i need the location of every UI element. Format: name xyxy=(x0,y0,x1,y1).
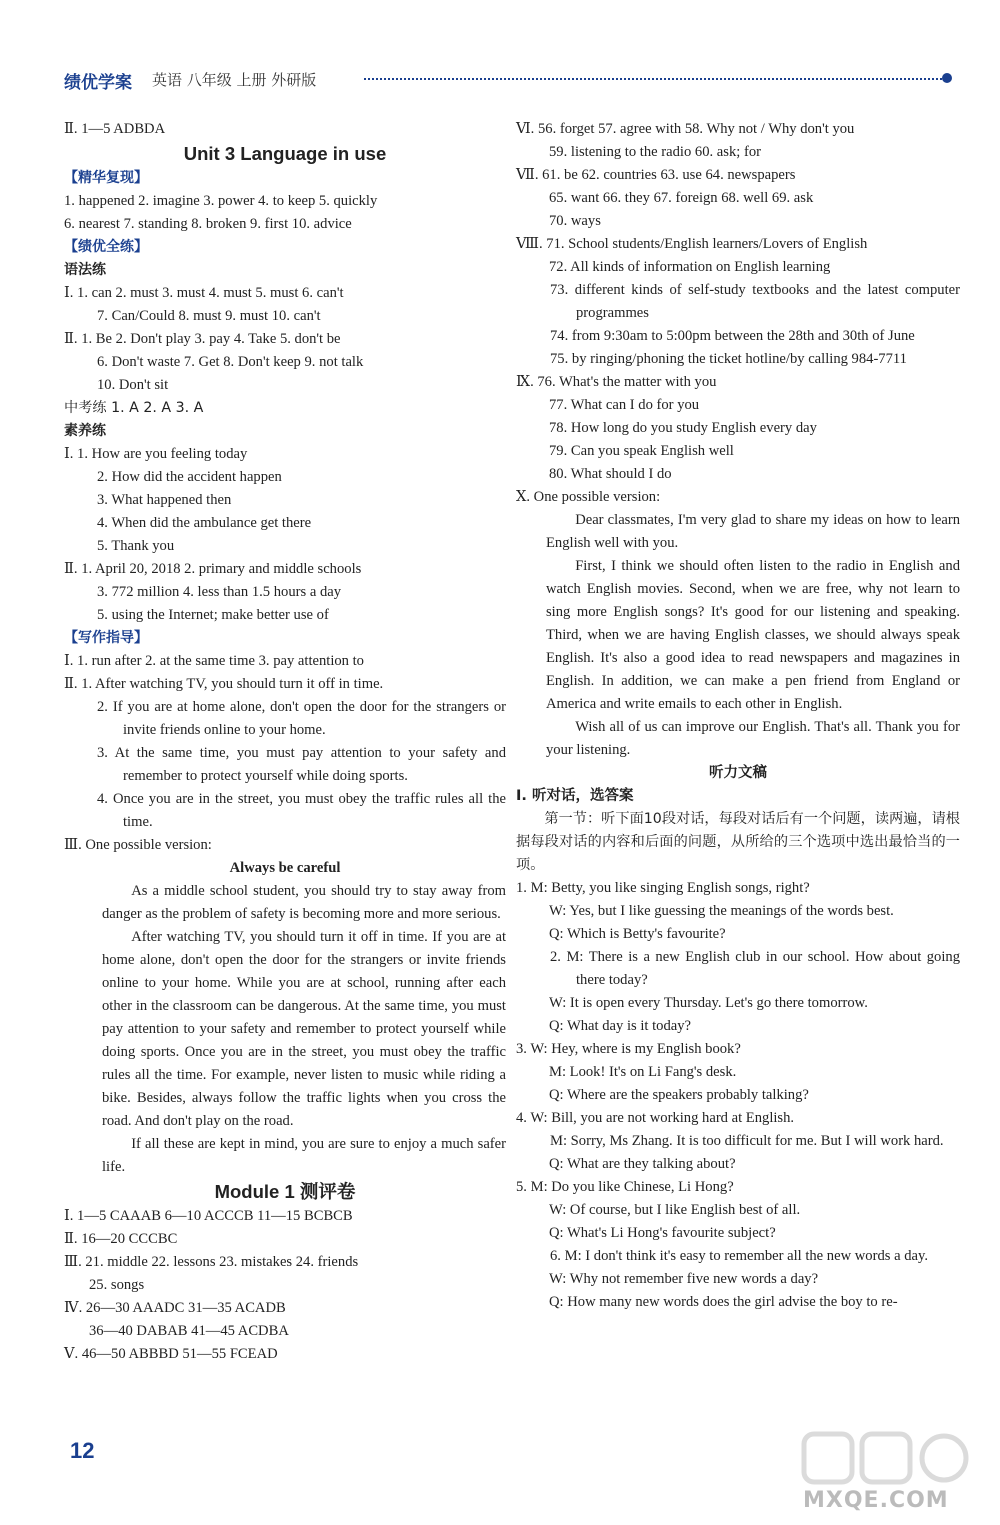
page-number: 12 xyxy=(70,1438,95,1463)
dialogue-line: W: It is open every Thursday. Let's go there tomorrow. xyxy=(549,995,868,1011)
listening-instructions: 第一节：听下面10段对话，每段对话后有一个问题，读两遍，请根据每段对话的内容和后面的问题，从所给的三个选项中选出最恰当的一项。 xyxy=(516,811,960,873)
answer-line: 6. nearest 7. standing 8. broken 9. first 10. advice xyxy=(64,216,352,232)
answer-line: 5. using the Internet; make better use of xyxy=(97,607,329,623)
right-column xyxy=(516,118,960,1314)
answer-line: Ⅲ. 21. middle 22. lessons 23. mistakes 24. friends xyxy=(64,1254,359,1270)
dialogue-line: Q: How many new words does the girl advise the boy to re- xyxy=(549,1294,898,1310)
answer-line: Ⅰ. 1—5 CAAAB 6—10 ACCCB 11—15 BCBCB xyxy=(64,1208,353,1224)
answer-line: 6. Don't waste 7. Get 8. Don't keep 9. not talk xyxy=(97,354,364,370)
module-title: Module 1 测评卷 xyxy=(214,1181,356,1202)
answer-line: 4. When did the ambulance get there xyxy=(97,515,312,531)
sub-heading-literacy: 素养练 xyxy=(64,423,106,439)
answer-line: Ⅰ. 1. can 2. must 3. must 4. must 5. must 6. can't xyxy=(64,285,344,301)
answer-line: 59. listening to the radio 60. ask; for xyxy=(549,144,761,160)
answer-line: Ⅰ. 1. run after 2. at the same time 3. pay attention to xyxy=(64,653,364,669)
answer-line: 7. Can/Could 8. must 9. must 10. can't xyxy=(97,308,321,324)
answer-line: Ⅱ. 1—5 ADBDA xyxy=(64,121,166,137)
left-column xyxy=(64,118,506,1366)
essay-title: Always be careful xyxy=(229,860,341,876)
dialogue-line: 6. M: I don't think it's easy to remember all the new words a day. xyxy=(550,1248,928,1264)
answer-line: 74. from 9:30am to 5:00pm between the 28th and 30th of June xyxy=(550,328,915,344)
answer-line: 70. ways xyxy=(549,213,601,229)
answer-line: Ⅳ. 26—30 AAADC 31—35 ACADB xyxy=(64,1300,286,1316)
answer-line: Ⅱ. 1. Be 2. Don't play 3. pay 4. Take 5. don't be xyxy=(64,331,341,347)
dialogue-line: 5. M: Do you like Chinese, Li Hong? xyxy=(516,1179,734,1195)
answer-line-zhongkao: 中考练 1. A 2. A 3. A xyxy=(64,400,204,416)
answer-line: 2. If you are at home alone, don't open the door for the strangers or invite friends online to your home. xyxy=(97,699,506,738)
essay-paragraph: As a middle school student, you should try to stay away from danger as the problem of safety is becoming more and more serious. xyxy=(102,883,506,922)
dialogue-line: 4. W: Bill, you are not working hard at English. xyxy=(516,1110,795,1126)
answer-line: Ⅸ. 76. What's the matter with you xyxy=(516,374,717,390)
essay-paragraph: Dear classmates, I'm very glad to share my ideas on how to learn English well with you. xyxy=(546,512,960,551)
answer-line: 78. How long do you study English every day xyxy=(549,420,817,436)
answer-line: 4. Once you are in the street, you must obey the traffic rules all the time. xyxy=(97,791,506,830)
dialogue-line: Q: What are they talking about? xyxy=(549,1156,736,1172)
dialogue-line: Q: What day is it today? xyxy=(549,1018,691,1034)
dialogue-line: W: Yes, but I like guessing the meanings of the words best. xyxy=(549,903,894,919)
section-heading-writing: 【写作指导】 xyxy=(64,630,148,646)
answer-line: 10. Don't sit xyxy=(97,377,169,393)
dialogue-line: M: Look! It's on Li Fang's desk. xyxy=(549,1064,737,1080)
answer-line: 79. Can you speak English well xyxy=(549,443,734,459)
dialogue-line: W: Of course, but I like English best of all. xyxy=(549,1202,801,1218)
answer-line: 73. different kinds of self-study textbooks and the latest computer programmes xyxy=(550,282,960,321)
dialogue-line: Q: What's Li Hong's favourite subject? xyxy=(549,1225,776,1241)
answer-line: 3. 772 million 4. less than 1.5 hours a day xyxy=(97,584,342,600)
dialogue-line: Q: Which is Betty's favourite? xyxy=(549,926,726,942)
answer-line: Ⅲ. One possible version: xyxy=(64,837,212,853)
answer-line: 3. At the same time, you must pay attention to your safety and remember to protect yourself while doing sports. xyxy=(97,745,506,784)
listening-section-heading: Ⅰ. 听对话，选答案 xyxy=(516,788,634,804)
answer-line: 2. How did the accident happen xyxy=(97,469,282,485)
dialogue-line: 3. W: Hey, where is my English book? xyxy=(516,1041,741,1057)
answer-line: 25. songs xyxy=(89,1277,145,1293)
answer-line: 72. All kinds of information on English learning xyxy=(549,259,831,275)
section-heading-review: 【精华复现】 xyxy=(64,170,148,186)
essay-paragraph: After watching TV, you should turn it off in time. If you are at home alone, don't open the door for the strangers or invite friends online to your home. While you are at school, running after each other in the classroom can be dangerous. At the same time, you must pay attention to your safety and remember to protect yourself while doing sports. Once you are in the street, you must obey the traffic rules all the time. For example, never listen to music while riding a bike. Besides, always follow the traffic lights when you cross the road. And don't play on the road. xyxy=(102,929,506,1129)
essay-paragraph: If all these are kept in mind, you are sure to enjoy a much safer life. xyxy=(102,1136,506,1175)
listening-title: 听力文稿 xyxy=(709,765,767,781)
essay-paragraph: First, I think we should often listen to the radio in English and watch English movies. Second, when we are free, why not learn to sing more English songs? It's good for our listening and speaking. Third, when we are having English classes, we should always speak English. It's also a good idea to read newspapers and magazines in English. In addition, we can make a pen friend from England or America and write emails to each other in English. xyxy=(546,558,960,712)
answer-line: Ⅱ. 1. After watching TV, you should turn it off in time. xyxy=(64,676,384,692)
answer-line: Ⅱ. 16—20 CCCBC xyxy=(64,1231,178,1247)
answer-line: 3. What happened then xyxy=(97,492,232,508)
answer-line: 5. Thank you xyxy=(97,538,175,554)
answer-line: Ⅹ. One possible version: xyxy=(516,489,661,505)
dialogue-line: 1. M: Betty, you like singing English songs, right? xyxy=(516,880,810,896)
answer-line: Ⅴ. 46—50 ABBBD 51—55 FCEAD xyxy=(64,1346,278,1362)
answer-line: 77. What can I do for you xyxy=(549,397,700,413)
header-divider xyxy=(364,78,942,80)
answer-line: Ⅷ. 71. School students/English learners/Lovers of English xyxy=(516,236,868,252)
brand-logo: 绩优学案 xyxy=(64,73,132,93)
unit-title: Unit 3 Language in use xyxy=(183,143,387,164)
answer-line: Ⅰ. 1. How are you feeling today xyxy=(64,446,248,462)
answer-line: Ⅱ. 1. April 20, 2018 2. primary and middle schools xyxy=(64,561,362,577)
dialogue-line: Q: Where are the speakers probably talking? xyxy=(549,1087,809,1103)
answer-line: Ⅵ. 56. forget 57. agree with 58. Why not / Why don't you xyxy=(516,121,855,137)
section-heading-practice: 【绩优全练】 xyxy=(64,239,148,255)
answer-line: 36—40 DABAB 41—45 ACDBA xyxy=(89,1323,289,1339)
book-subtitle: 英语 八年级 上册 外研版 xyxy=(152,71,317,89)
dialogue-line: W: Why not remember five new words a day? xyxy=(549,1271,819,1287)
answer-line: 65. want 66. they 67. foreign 68. well 69. ask xyxy=(549,190,814,206)
answer-line: Ⅶ. 61. be 62. countries 63. use 64. newspapers xyxy=(516,167,796,183)
essay-paragraph: Wish all of us can improve our English. That's all. Thank you for your listening. xyxy=(546,719,960,758)
answer-line: 75. by ringing/phoning the ticket hotline/by calling 984-7711 xyxy=(550,351,907,367)
watermark-text: MXQE.COM xyxy=(803,1488,949,1513)
header-dot-icon xyxy=(942,73,952,83)
dialogue-line: M: Sorry, Ms Zhang. It is too difficult for me. But I will work hard. xyxy=(550,1133,944,1149)
dialogue-line: 2. M: There is a new English club in our school. How about going there today? xyxy=(550,949,960,988)
answer-line: 1. happened 2. imagine 3. power 4. to keep 5. quickly xyxy=(64,193,378,209)
page-header xyxy=(64,66,954,96)
answer-line: 80. What should I do xyxy=(549,466,672,482)
sub-heading-grammar: 语法练 xyxy=(64,262,106,278)
